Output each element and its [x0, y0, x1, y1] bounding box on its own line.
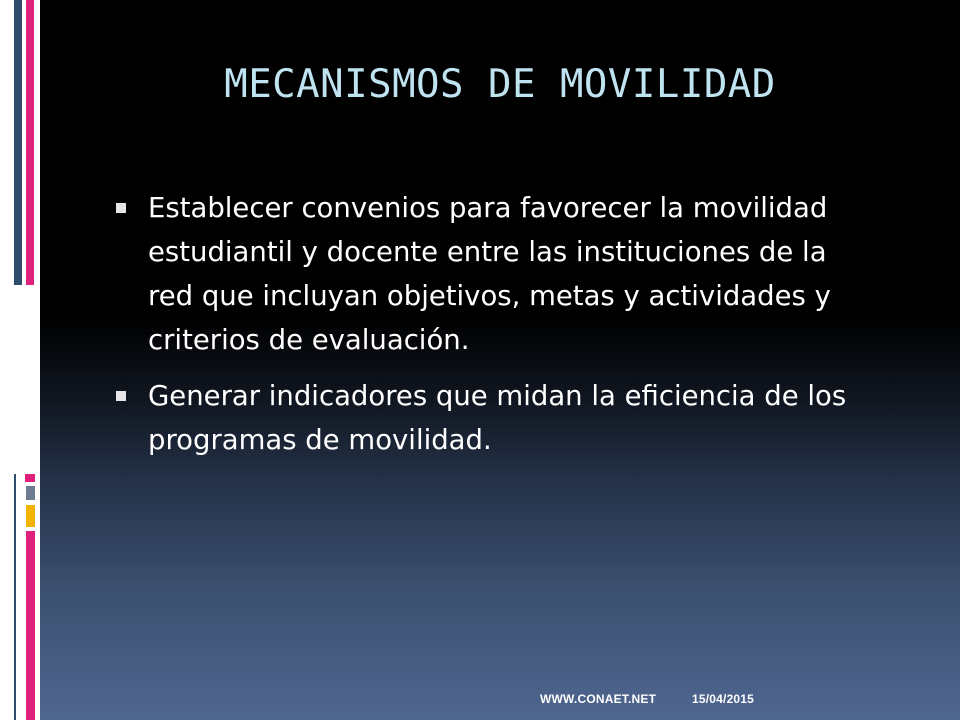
- left-decor-strip: [0, 0, 40, 720]
- bullet-text: Generar indicadores que midan la eficiencia de los programas de movilidad.: [148, 380, 847, 456]
- decor-bar-magenta-top: [26, 0, 34, 285]
- bullet-item: [110, 186, 870, 362]
- bullet-list: [110, 186, 870, 474]
- decor-bar-yellow: [26, 505, 35, 527]
- footer-date: 15/04/2015: [692, 692, 755, 706]
- square-bullet-icon: [116, 203, 126, 213]
- decor-bar-slate-top: [14, 0, 22, 285]
- decor-bar-slate-lower: [25, 474, 35, 482]
- slide-title: MECANISMOS DE MOVILIDAD: [224, 62, 776, 107]
- footer-url: WWW.CONAET.NET: [540, 692, 657, 706]
- decor-bar-thin-line: [14, 474, 16, 720]
- bullet-item: [110, 374, 870, 462]
- decor-bar-magenta-bottom: [26, 531, 35, 720]
- decor-bar-grey: [26, 486, 35, 500]
- square-bullet-icon: [116, 391, 126, 401]
- bullet-text: Establecer convenios para favorecer la movilidad estudiantil y docente entre las instituciones de la red que incluyan objetivos, metas y actividades y criterios de evaluación.: [148, 192, 831, 356]
